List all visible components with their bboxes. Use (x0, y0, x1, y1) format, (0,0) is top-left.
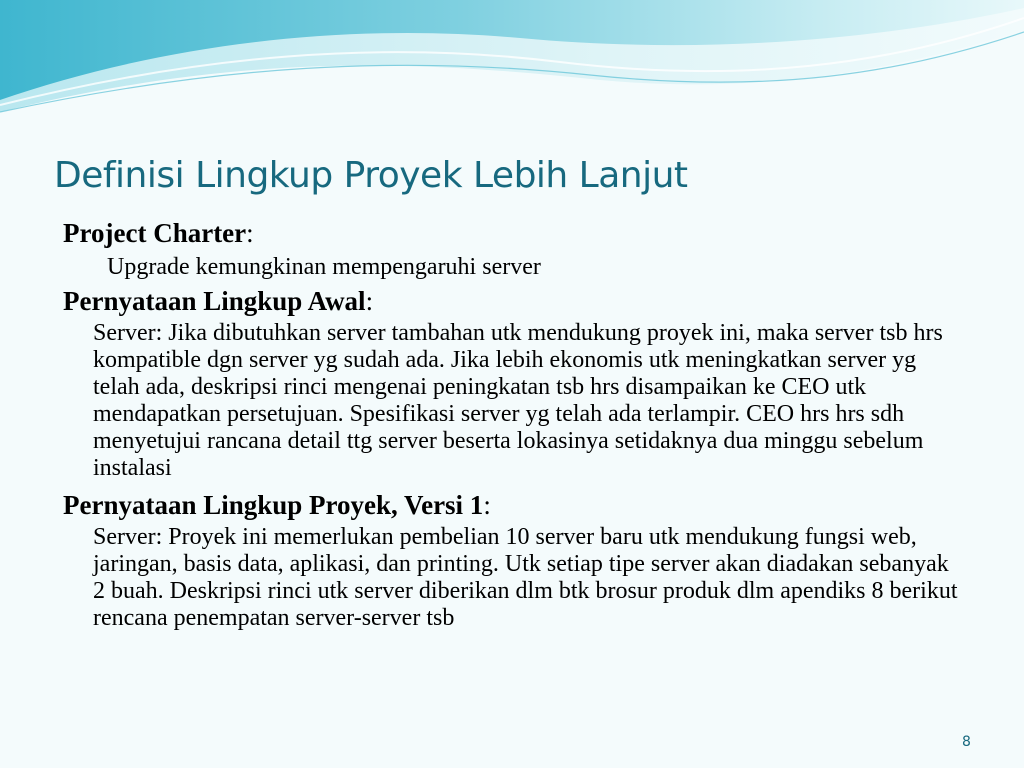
section-body-project-charter: Upgrade kemungkinan mempengaruhi server (107, 254, 541, 280)
section-body-initial-scope: Server: Jika dibutuhkan server tambahan utk mendukung proyek ini, maka server tsb hrs kompatible dgn server yg sudah ada. Jika lebih ekonomis utk meningkatkan server yg telah ada, deskripsi rinci mengenai peningkatan tsb hrs disampaikan ke CEO utk mendapatkan persetujuan. Spesifikasi server yg telah ada terlampir. CEO hrs hrs sdh menyetujui rancana detail ttg server beserta lokasinya setidaknya dua minggu sebelum instalasi (93, 320, 943, 481)
section-body-scope-version-1: Server: Proyek ini memerlukan pembelian 10 server baru utk mendukung fungsi web, jaringan, basis data, aplikasi, dan printing. Utk setiap tipe server akan diadakan sebanyak 2 buah. Deskripsi rinci utk server diberikan dlm btk brosur produk dlm apendiks 8 berikut rencana penempatan server-server tsb (93, 524, 958, 631)
slide-title: Definisi Lingkup Proyek Lebih Lanjut (54, 155, 688, 196)
slide-content (63, 215, 963, 632)
page-number: 8 (962, 734, 971, 750)
decorative-wave-banner (0, 0, 1024, 125)
section-heading-initial-scope: Pernyataan Lingkup Awal: (63, 286, 374, 316)
section-heading-project-charter: Project Charter: (63, 218, 254, 248)
section-heading-scope-version-1: Pernyataan Lingkup Proyek, Versi 1: (63, 490, 491, 520)
